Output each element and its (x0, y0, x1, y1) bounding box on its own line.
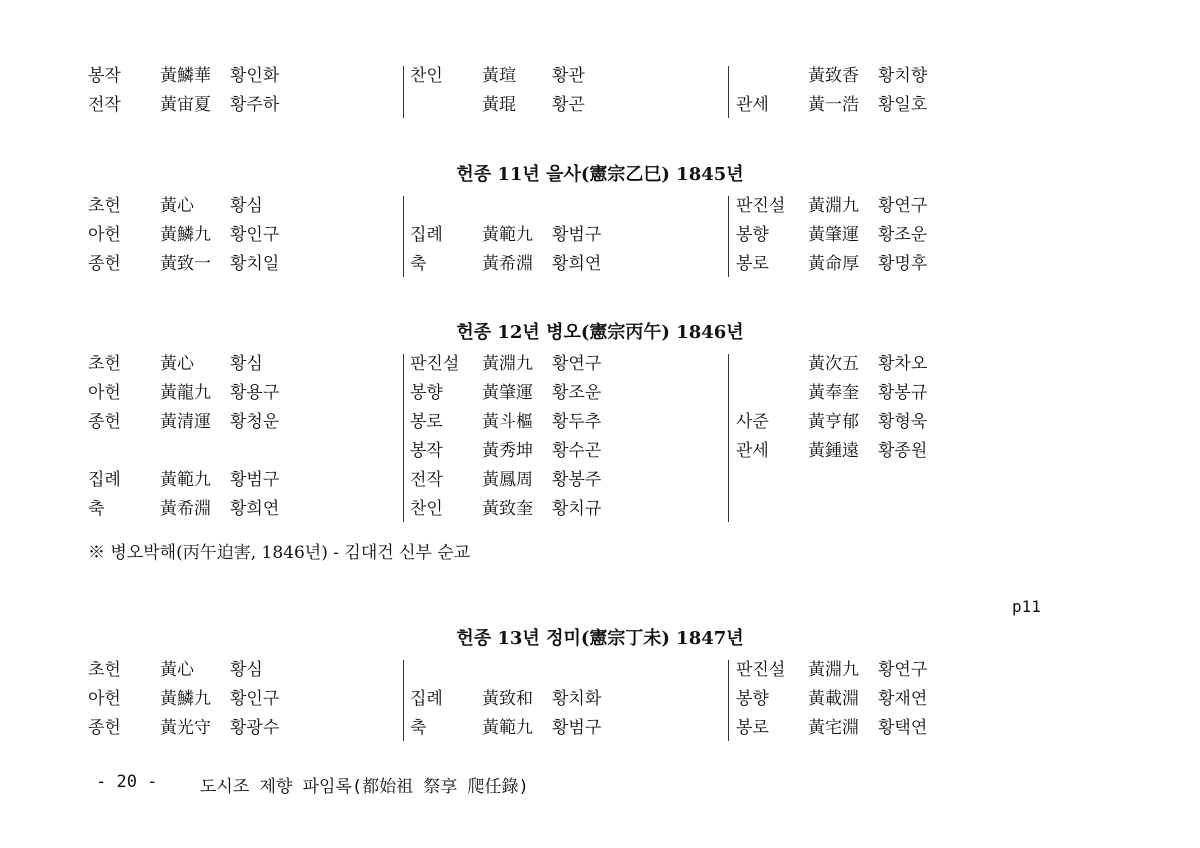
role-label: 판진설 (410, 354, 460, 374)
hanja-name: 黃奉奎 (808, 383, 859, 403)
hangul-name: 황봉주 (552, 470, 602, 490)
hangul-name: 황연구 (552, 354, 602, 374)
hanja-name: 黃載淵 (808, 689, 859, 709)
hangul-name: 황관 (552, 66, 585, 86)
role-label: 봉로 (736, 254, 769, 274)
hangul-name: 황형욱 (878, 412, 928, 432)
role-label: 봉작 (88, 66, 121, 86)
hanja-name: 黃心 (160, 660, 194, 680)
hangul-name: 황심 (230, 354, 263, 374)
hangul-name: 황수곤 (552, 441, 602, 461)
hangul-name: 황연구 (878, 660, 928, 680)
role-label: 종헌 (88, 254, 121, 274)
hangul-name: 황광수 (230, 718, 280, 738)
role-label: 찬인 (410, 66, 443, 86)
role-label: 집례 (410, 225, 443, 245)
hanja-name: 黃斗樞 (482, 412, 533, 432)
role-label: 판진설 (736, 196, 786, 216)
role-label: 찬인 (410, 499, 443, 519)
role-label: 아헌 (88, 689, 121, 709)
footer-title: 도시조 제향 파임록(都始祖 祭享 爬任錄) (200, 777, 529, 797)
hanja-name: 黃範九 (482, 718, 533, 738)
role-label: 관세 (736, 441, 769, 461)
hangul-name: 황조운 (552, 383, 602, 403)
table-row (0, 379, 1200, 408)
hanja-name: 黃亨郁 (808, 412, 859, 432)
hanja-name: 黃鍾遠 (808, 441, 859, 461)
hanja-name: 黃一浩 (808, 95, 859, 115)
hangul-name: 황택연 (878, 718, 928, 738)
hangul-name: 황일호 (878, 95, 928, 115)
hangul-name: 황희연 (552, 254, 602, 274)
hangul-name: 황재연 (878, 689, 928, 709)
hangul-name: 황심 (230, 660, 263, 680)
role-label: 전작 (88, 95, 121, 115)
role-label: 봉향 (736, 225, 769, 245)
table-row (0, 192, 1200, 221)
hangul-name: 황종원 (878, 441, 928, 461)
hanja-name: 黃致奎 (482, 499, 533, 519)
hangul-name: 황인화 (230, 66, 280, 86)
hanja-name: 黃光守 (160, 718, 211, 738)
hanja-name: 黃範九 (482, 225, 533, 245)
hangul-name: 황명후 (878, 254, 928, 274)
hangul-name: 황치일 (230, 254, 280, 274)
page-marker: p11 (1012, 597, 1041, 616)
hangul-name: 황용구 (230, 383, 280, 403)
table-row (0, 408, 1200, 437)
section-heading: 헌종 13년 정미(憲宗丁未) 1847년 (456, 628, 744, 649)
role-label: 사준 (736, 412, 769, 432)
hangul-name: 황희연 (230, 499, 280, 519)
hanja-name: 黃致和 (482, 689, 533, 709)
role-label: 판진설 (736, 660, 786, 680)
hanja-name: 黃鱗華 (160, 66, 211, 86)
hangul-name: 황치규 (552, 499, 602, 519)
table-row (0, 466, 1200, 495)
hanja-name: 黃淵九 (808, 196, 859, 216)
hanja-name: 黃宙夏 (160, 95, 211, 115)
hanja-name: 黃鳳周 (482, 470, 533, 490)
table-row (0, 656, 1200, 685)
role-label: 봉로 (410, 412, 443, 432)
role-label: 아헌 (88, 383, 121, 403)
hangul-name: 황두추 (552, 412, 602, 432)
hangul-name: 황심 (230, 196, 263, 216)
hangul-name: 황차오 (878, 354, 928, 374)
section-heading: 헌종 11년 을사(憲宗乙巳) 1845년 (456, 164, 744, 185)
hangul-name: 황치향 (878, 66, 928, 86)
hangul-name: 황연구 (878, 196, 928, 216)
table-row (0, 495, 1200, 524)
role-label: 종헌 (88, 718, 121, 738)
hanja-name: 黃命厚 (808, 254, 859, 274)
role-label: 봉작 (410, 441, 443, 461)
hangul-name: 황조운 (878, 225, 928, 245)
hangul-name: 황범구 (230, 470, 280, 490)
hanja-name: 黃致一 (160, 254, 211, 274)
role-label: 초헌 (88, 196, 121, 216)
hanja-name: 黃龍九 (160, 383, 211, 403)
hanja-name: 黃宅淵 (808, 718, 859, 738)
hanja-name: 黃瑄 (482, 66, 516, 86)
hangul-name: 황봉규 (878, 383, 928, 403)
table-row (0, 685, 1200, 714)
role-label: 집례 (88, 470, 121, 490)
role-label: 축 (88, 499, 105, 519)
hangul-name: 황청운 (230, 412, 280, 432)
role-label: 초헌 (88, 354, 121, 374)
role-label: 관세 (736, 95, 769, 115)
hanja-name: 黃致香 (808, 66, 859, 86)
role-label: 축 (410, 718, 427, 738)
hangul-name: 황곤 (552, 95, 585, 115)
section-heading: 헌종 12년 병오(憲宗丙午) 1846년 (456, 322, 744, 343)
role-label: 전작 (410, 470, 443, 490)
footer-page-number: - 20 - (96, 772, 158, 792)
table-row (0, 714, 1200, 743)
hanja-name: 黃鱗九 (160, 225, 211, 245)
role-label: 종헌 (88, 412, 121, 432)
role-label: 아헌 (88, 225, 121, 245)
footnote: ※ 병오박해(丙午迫害, 1846년) - 김대건 신부 순교 (88, 543, 471, 563)
table-row (0, 91, 1200, 120)
hanja-name: 黃肇運 (808, 225, 859, 245)
table-row (0, 221, 1200, 250)
role-label: 봉로 (736, 718, 769, 738)
role-label: 초헌 (88, 660, 121, 680)
hangul-name: 황범구 (552, 718, 602, 738)
table-row (0, 350, 1200, 379)
hanja-name: 黃心 (160, 354, 194, 374)
role-label: 축 (410, 254, 427, 274)
hanja-name: 黃範九 (160, 470, 211, 490)
hangul-name: 황인구 (230, 225, 280, 245)
role-label: 봉향 (736, 689, 769, 709)
table-row (0, 250, 1200, 279)
hanja-name: 黃肇運 (482, 383, 533, 403)
hanja-name: 黃秀坤 (482, 441, 533, 461)
role-label: 집례 (410, 689, 443, 709)
hangul-name: 황주하 (230, 95, 280, 115)
table-row (0, 62, 1200, 91)
hanja-name: 黃希淵 (160, 499, 211, 519)
hanja-name: 黃心 (160, 196, 194, 216)
hanja-name: 黃清運 (160, 412, 211, 432)
hanja-name: 黃鱗九 (160, 689, 211, 709)
hanja-name: 黃淵九 (808, 660, 859, 680)
hanja-name: 黃次五 (808, 354, 859, 374)
hangul-name: 황인구 (230, 689, 280, 709)
hangul-name: 황치화 (552, 689, 602, 709)
table-row (0, 437, 1200, 466)
hangul-name: 황범구 (552, 225, 602, 245)
role-label: 봉향 (410, 383, 443, 403)
hanja-name: 黃希淵 (482, 254, 533, 274)
hanja-name: 黃淵九 (482, 354, 533, 374)
hanja-name: 黃琨 (482, 95, 516, 115)
